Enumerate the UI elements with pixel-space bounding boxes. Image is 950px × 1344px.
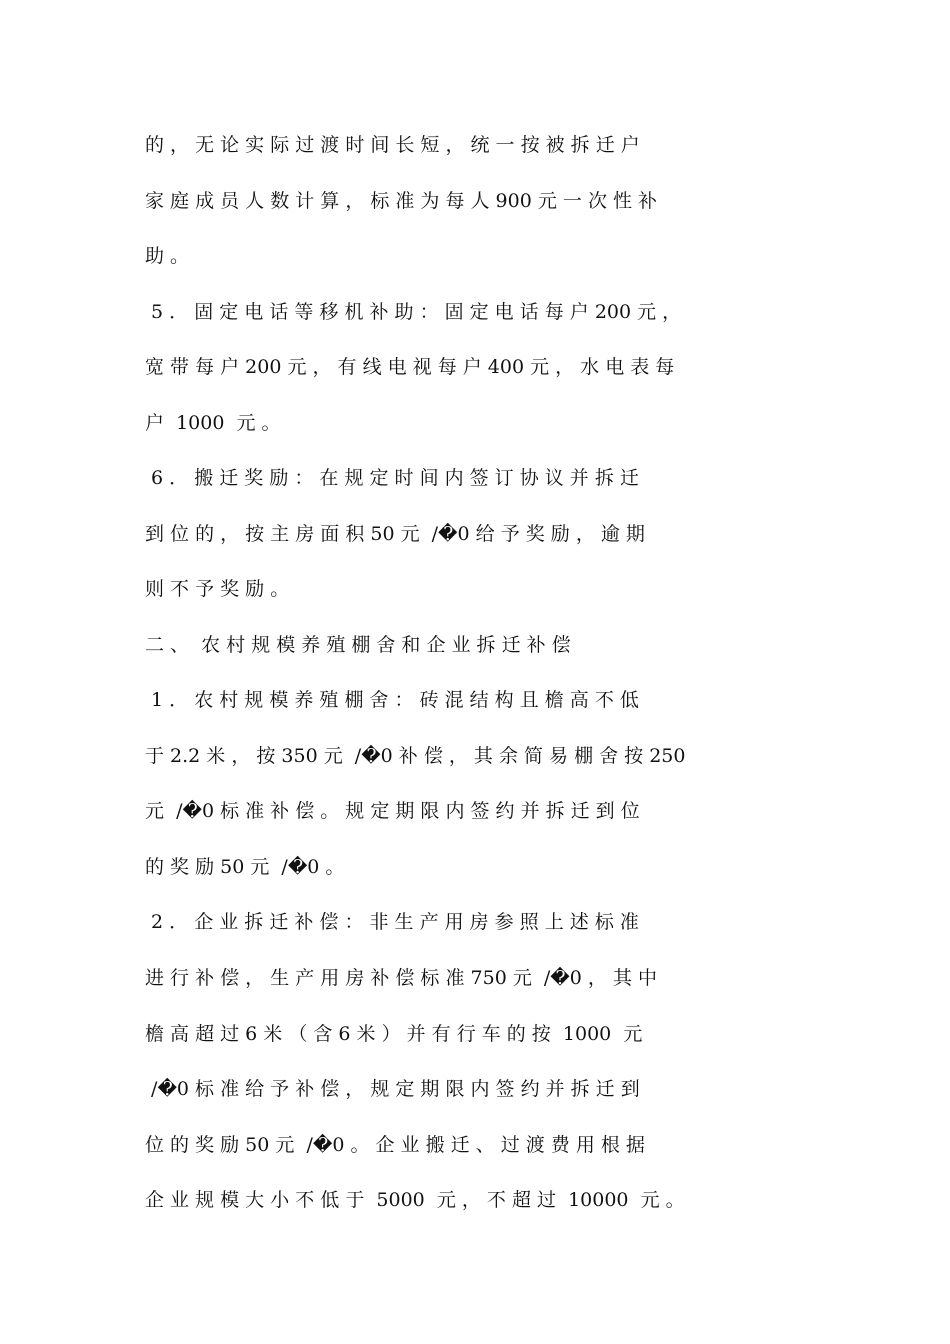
text-line: 户 1000 元 。	[145, 412, 281, 434]
text-line: 5 ． 固 定 电 话 等 移 机 补 助 ： 固 定 电 话 每 户 200 元 ，	[145, 301, 682, 323]
text-line: 到 位 的 ， 按 主 房 面 积 50 元 /�0 给 予 奖 励 ， 逾 期	[145, 523, 645, 545]
text-line: 家 庭 成 员 人 数 计 算 ， 标 准 为 每 人 900 元 一 次 性 补	[145, 190, 658, 212]
text-line: 助 。	[145, 245, 190, 267]
text-line: 的 奖 励 50 元 /�0 。	[145, 856, 345, 878]
section-heading: 二 、 农 村 规 模 养 殖 棚 舍 和 企 业 拆 迁 补 偿	[145, 634, 571, 656]
text-line: 的 ， 无 论 实 际 过 渡 时 间 长 短 ， 统 一 按 被 拆 迁 户	[145, 134, 640, 156]
text-line: 进 行 补 偿 ， 生 产 用 房 补 偿 标 准 750 元 /�0 ， 其 中	[145, 967, 657, 989]
text-line: 2 ． 企 业 拆 迁 补 偿 ： 非 生 产 用 房 参 照 上 述 标 准	[145, 911, 639, 933]
text-line: 1 ． 农 村 规 模 养 殖 棚 舍 ： 砖 混 结 构 且 檐 高 不 低	[145, 689, 639, 711]
text-line: 元 /�0 标 准 补 偿 。 规 定 期 限 内 签 约 并 拆 迁 到 位	[145, 800, 640, 822]
text-line: 于 2.2 米 ， 按 350 元 /�0 补 偿 ， 其 余 简 易 棚 舍 按 250	[145, 745, 686, 767]
text-line: 6 ． 搬 迁 奖 励 ： 在 规 定 时 间 内 签 订 协 议 并 拆 迁	[145, 467, 639, 489]
text-line: 宽 带 每 户 200 元 ， 有 线 电 视 每 户 400 元 ， 水 电 表 每	[145, 356, 675, 378]
text-line: /�0 标 准 给 予 补 偿 ， 规 定 期 限 内 签 约 并 拆 迁 到	[145, 1078, 640, 1100]
text-line: 则 不 予 奖 励 。	[145, 578, 290, 600]
text-line: 位 的 奖 励 50 元 /�0 。 企 业 搬 迁 、 过 渡 费 用 根 据	[145, 1134, 645, 1156]
text-line: 企 业 规 模 大 小 不 低 于 5000 元 ， 不 超 过 10000 元 。	[145, 1189, 685, 1211]
text-line: 檐 高 超 过 6 米 （ 含 6 米 ） 并 有 行 车 的 按 1000 元	[145, 1023, 643, 1045]
